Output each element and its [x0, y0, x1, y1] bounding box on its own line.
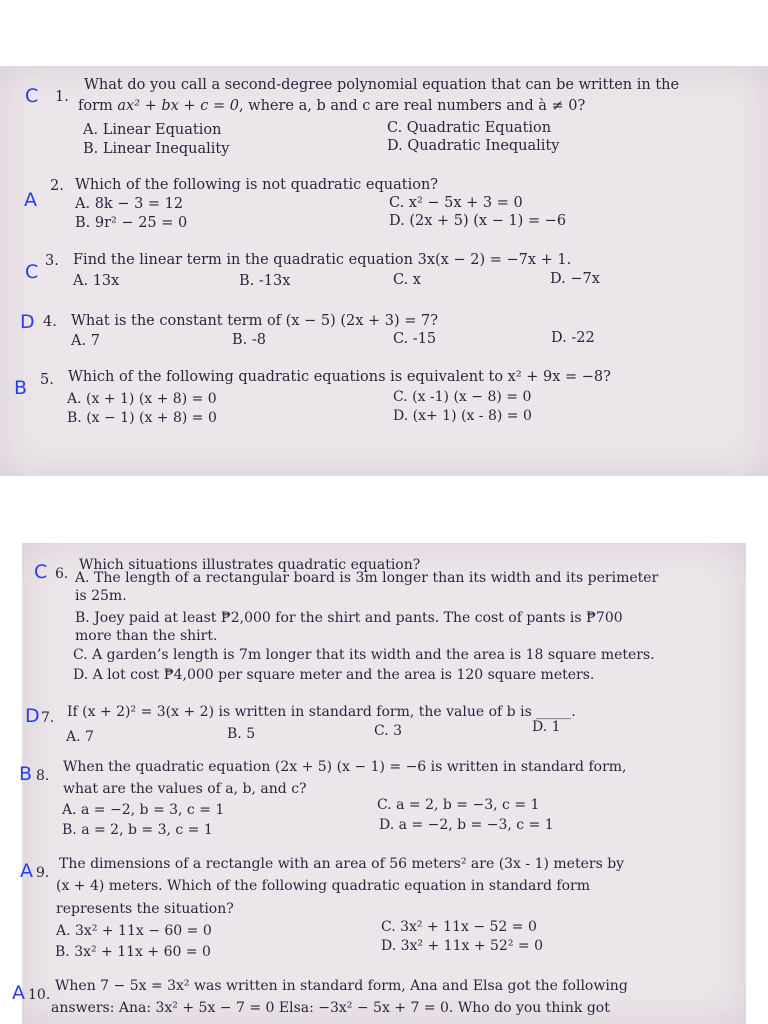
question-stem: What do you call a second-degree polynomial equation that can be written in the [84, 77, 680, 93]
choice-c: C. A garden’s length is 7m longer that its width and the area is 18 square meters. [73, 647, 655, 663]
choice-c: C. x [393, 272, 421, 288]
answer-mark-q6: C [34, 561, 48, 583]
question-number: 10. [28, 987, 51, 1003]
question-stem-line2: (x + 4) meters. Which of the following quadratic equation in standard form [56, 878, 591, 894]
question-stem-line2: what are the values of a, b, and c? [63, 781, 307, 797]
question-number: 3. [45, 253, 59, 269]
choice-b-line2: more than the shirt. [75, 628, 218, 644]
answer-mark-q10: A [12, 982, 25, 1004]
question-stem-line3: represents the situation? [56, 901, 234, 917]
question-stem: The dimensions of a rectangle with an area of 56 meters² are (3x - 1) meters by [59, 856, 625, 872]
question-stem: Which of the following is not quadratic equation? [75, 177, 439, 193]
answer-mark-q3: C [25, 261, 39, 283]
choice-a: A. 7 [66, 729, 94, 745]
choice-a: A. a = −2, b = 3, c = 1 [62, 802, 225, 818]
choice-c: C. a = 2, b = −3, c = 1 [377, 797, 540, 813]
question-number: 7. [41, 710, 55, 726]
choice-d: D. -22 [551, 330, 595, 346]
question-stem: When 7 − 5x = 3x² was written in standard form, Ana and Elsa got the following [55, 978, 628, 994]
choice-b: B. 9r² − 25 = 0 [75, 215, 188, 231]
choice-b: B. 5 [227, 726, 256, 742]
answer-mark-q5: B [14, 377, 28, 399]
choice-d: D. −7x [550, 271, 600, 287]
choice-a-line2: is 25m. [75, 588, 127, 604]
question-number: 8. [36, 768, 50, 784]
choice-b: B. (x − 1) (x + 8) = 0 [67, 410, 217, 426]
question-stem: When the quadratic equation (2x + 5) (x − 1) = −6 is written in standard form, [63, 759, 627, 775]
choice-a: A. 13x [73, 273, 120, 289]
choice-d: D. 3x² + 11x + 52² = 0 [381, 938, 543, 954]
answer-mark-q4: D [20, 311, 35, 333]
choice-b: B. a = 2, b = 3, c = 1 [62, 822, 213, 838]
choice-b: B. 3x² + 11x + 60 = 0 [55, 944, 211, 960]
choice-b: B. Joey paid at least ₱2,000 for the shirt and pants. The cost of pants is ₱700 [75, 610, 623, 626]
choice-c: C. (x -1) (x − 8) = 0 [393, 389, 532, 405]
choice-d: D. a = −2, b = −3, c = 1 [379, 817, 554, 833]
answer-mark-q2: A [24, 189, 37, 211]
question-stem: Which situations illustrates quadratic equation? [79, 557, 421, 573]
choice-a: A. 3x² + 11x − 60 = 0 [56, 923, 212, 939]
choice-b: B. Linear Inequality [83, 141, 230, 157]
choice-a: A. 8k − 3 = 12 [75, 196, 184, 212]
choice-b: B. -8 [232, 332, 266, 348]
answer-mark-q9: A [20, 860, 33, 882]
answer-mark-q8: B [19, 763, 33, 785]
choice-d: D. 1 [532, 719, 561, 735]
choice-a: A. The length of a rectangular board is 3m longer than its width and its perimeter [75, 570, 659, 586]
answer-mark-q1: C [25, 85, 39, 107]
question-stem: Which of the following quadratic equations is equivalent to x² + 9x = −8? [68, 369, 611, 385]
choice-c: C. -15 [393, 331, 437, 347]
choice-d: D. Quadratic Inequality [387, 138, 560, 154]
choice-b: B. -13x [239, 273, 291, 289]
choice-d: D. A lot cost ₱4,000 per square meter and the area is 120 square meters. [73, 667, 595, 683]
choice-a: A. Linear Equation [83, 122, 222, 138]
question-stem: Find the linear term in the quadratic equation 3x(x − 2) = −7x + 1. [73, 252, 572, 268]
choice-d: D. (x+ 1) (x - 8) = 0 [393, 408, 532, 424]
choice-a: A. (x + 1) (x + 8) = 0 [67, 391, 217, 407]
question-stem-line2: answers: Ana: 3x² + 5x − 7 = 0 Elsa: −3x² − 5x + 7 = 0. Who do you think got [51, 1000, 610, 1016]
question-stem-line2: form ax² + bx + c = 0, where a, b and c are real numbers and à ≠ 0? [78, 98, 586, 114]
question-number: 4. [43, 314, 57, 330]
choice-d: D. (2x + 5) (x − 1) = −6 [389, 213, 567, 229]
question-number: 5. [40, 372, 54, 388]
question-number: 6. [55, 566, 69, 582]
choice-a: A. 7 [71, 333, 100, 349]
choice-c: C. Quadratic Equation [387, 120, 552, 136]
question-stem: What is the constant term of (x − 5) (2x + 3) = 7? [71, 313, 439, 329]
choice-c: C. x² − 5x + 3 = 0 [389, 195, 523, 211]
question-number: 1. [55, 89, 69, 105]
answer-mark-q7: D [25, 705, 40, 727]
choice-c: C. 3x² + 11x − 52 = 0 [381, 919, 537, 935]
question-number: 2. [50, 178, 64, 194]
worksheet-page-1 [0, 66, 768, 476]
choice-c: C. 3 [374, 723, 403, 739]
worksheet-page-2 [12, 543, 746, 1024]
question-stem: If (x + 2)² = 3(x + 2) is written in standard form, the value of b is _____. [67, 704, 576, 720]
question-number: 9. [36, 865, 50, 881]
